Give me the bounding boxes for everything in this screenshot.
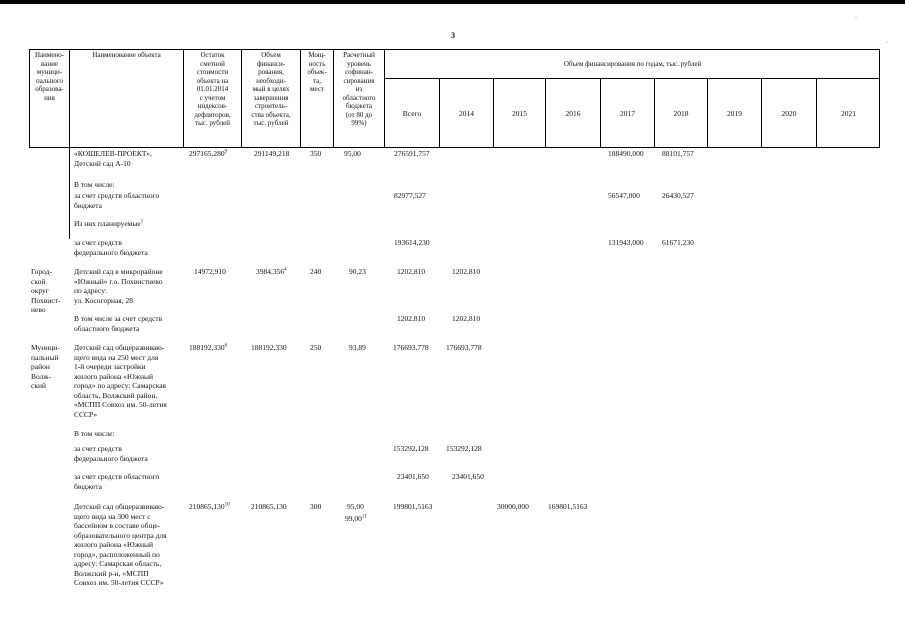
header-year-2014: 2014 xyxy=(459,109,474,118)
total-value: 199801,5163 xyxy=(393,502,433,511)
value-2018: 61671,230 xyxy=(662,238,694,247)
value-2017: 56547,000 xyxy=(608,191,640,200)
value-2014: 23401,650 xyxy=(452,472,484,481)
total-value: 82977,527 xyxy=(394,191,426,200)
object-name: за счет средств областного бюджета xyxy=(74,191,160,210)
object-name: за счет средств федерального бюджета xyxy=(74,444,148,463)
total-value: 23401,650 xyxy=(397,472,429,481)
header-year-2021: 2021 xyxy=(841,109,856,118)
page-number: 3 xyxy=(451,31,455,40)
header-year-2019: 2019 xyxy=(727,109,742,118)
object-name: Детский сад общеразвиваю- щего вида на 250 мест для 1-й очереди застройки жилого района «Южный город» по адресу: Самарская область, Волжский район, «МСПП Совхоз им. 50-летия СССР» xyxy=(74,343,167,419)
municipality-name: Муници- пальный район Волж- ский xyxy=(31,343,60,390)
value-2014: 153292,128 xyxy=(446,444,482,453)
required-funding: 210865,130 xyxy=(251,502,287,511)
total-value: 176693,778 xyxy=(393,343,429,352)
total-value: 1202,810 xyxy=(397,314,426,323)
object-name: за счет средств федерального бюджета xyxy=(74,238,148,257)
value-2014: 176693,778 xyxy=(446,343,482,352)
value-2016: 169801,5163 xyxy=(548,502,588,511)
value-2017: 131943,000 xyxy=(608,238,644,247)
capacity: 240 xyxy=(310,267,322,276)
header-remaining-cost: Остаток сметной стоимости объекта на 01.01.2014 с учетом индексов- дефляторов, тыс. рублей xyxy=(194,51,231,127)
object-name: Детский сад общеразвиваю- щего вида на 300 мест с бассейном в составе обще- образовательного центра для жилого района «Южный город», расположенный по адресу: Самарская область, Волжский р-н, «МСПП Совхоз им. 50-летия СССР» xyxy=(74,502,167,587)
header-year-total: Всего xyxy=(402,109,422,118)
header-municipality: Наимено- вание муници- пального образова- ния xyxy=(34,51,65,102)
total-value: 193614,230 xyxy=(394,238,430,247)
value-2014: 1202,810 xyxy=(452,314,481,323)
object-subheading: Из них планируемые$^1$ xyxy=(74,219,144,228)
remaining-cost: 210865,130$^{10}$ xyxy=(189,502,230,511)
value-2017: 188490,000 xyxy=(608,149,644,158)
total-value: 1202,810 xyxy=(397,267,426,276)
column-divider xyxy=(69,49,70,239)
remaining-cost: 14972,910 xyxy=(194,267,226,276)
value-2015: 30000,000 xyxy=(497,502,529,511)
total-value: 276591,757 xyxy=(394,149,430,158)
cofinancing-level: 93,89 xyxy=(349,343,366,352)
scan-top-border xyxy=(0,0,905,4)
capacity: 300 xyxy=(310,502,322,511)
value-2018: 26430,527 xyxy=(662,191,694,200)
value-2018: 88101,757 xyxy=(662,149,694,158)
object-name: «КОШЕЛЕВ-ПРОЕКТ», Детский сад А-10 xyxy=(74,149,152,168)
header-required-funding: Объем финанси- рования, необходи- мый в целях завершения строитель- ства объекта, тыс. рублей xyxy=(251,51,291,127)
object-subheading: В том числе: xyxy=(74,429,115,438)
total-value: 153292,128 xyxy=(393,444,429,453)
header-cofinancing-level: Расчетный уровень софинан- сирования из областного бюджета (от 80 до 99%) xyxy=(342,51,376,127)
object-name: Детский сад в микрорайоне «Южный» г.о. Похвистнево по адресу: ул. Косогорная, 28 xyxy=(74,267,163,305)
scan-speck: · xyxy=(855,15,857,21)
header-object: Наименование объекта xyxy=(92,51,161,59)
value-2014: 1202,810 xyxy=(452,267,481,276)
remaining-cost: 188192,330$^6$ xyxy=(189,343,228,352)
header-capacity: Мощ- ность объек- та, мест xyxy=(307,51,327,93)
year-header-divider xyxy=(384,78,880,79)
header-year-2015: 2015 xyxy=(512,109,527,118)
required-funding: 3984,356$^4$ xyxy=(256,267,287,276)
object-name: за счет средств областного бюджета xyxy=(74,472,160,491)
cofinancing-level: 90,23 xyxy=(349,267,366,276)
cofinancing-level-alt: 99,00$^{11}$ xyxy=(345,514,367,523)
remaining-cost: 297165,280$^9$ xyxy=(189,149,228,158)
object-subheading: В том числе: xyxy=(74,180,115,189)
cofinancing-level: 95,00 xyxy=(347,502,364,511)
capacity: 350 xyxy=(310,149,322,158)
header-year-2016: 2016 xyxy=(565,109,581,118)
header-financing-by-years: Объем финансирования по годам, тыс. рублей xyxy=(563,60,702,68)
capacity: 250 xyxy=(310,343,322,352)
required-funding: 188192,330 xyxy=(251,343,287,352)
object-name: В том числе за счет средств областного бюджета xyxy=(74,314,163,333)
required-funding: 291149,218 xyxy=(254,149,290,158)
municipality-name: Город- ской округ Похвист- нево xyxy=(31,267,61,314)
cofinancing-level: 95,00 xyxy=(344,149,361,158)
header-year-2020: 2020 xyxy=(781,109,797,118)
header-year-2017: 2017 xyxy=(620,109,635,118)
header-year-2018: 2018 xyxy=(673,109,689,118)
scan-speck: · xyxy=(886,40,888,46)
